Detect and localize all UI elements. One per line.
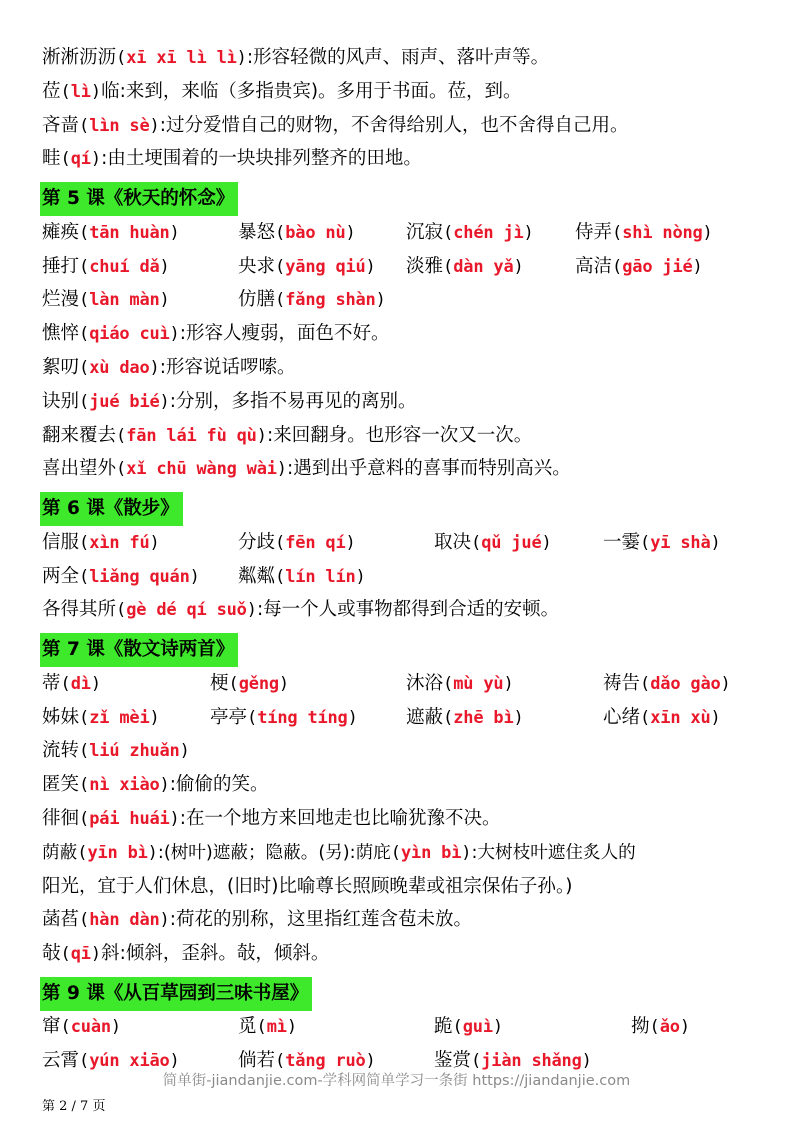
vocab-row: [0, 283, 793, 317]
vocab-item: 流转(liú zhuǎn): [42, 740, 190, 761]
lesson-6-heading: 第 6 课《散步》: [40, 492, 183, 526]
term: 吝啬: [42, 115, 80, 136]
pinyin: qí: [70, 149, 91, 169]
definition-text: :由土埂围着的一块块排列整齐的田地。: [101, 148, 422, 169]
term: 莅: [42, 81, 61, 102]
pinyin: lìn sè: [89, 116, 150, 136]
vocab-item: 两全(liǎng quán): [42, 566, 200, 587]
vocab-row: [0, 1010, 793, 1044]
vocab-item: 拗(ǎo): [631, 1016, 691, 1037]
vocab-item: 粼粼(lín lín): [238, 566, 366, 587]
vocab-item: 姊妹(zǐ mèi): [42, 707, 160, 728]
vocab-item: 分歧(fēn qí): [238, 532, 356, 553]
definition-text: :形容轻微的风声、雨声、落叶声等。: [246, 47, 550, 68]
definition-line: 翻来覆去(fān lái fù qù):来回翻身。也形容一次又一次。: [42, 425, 533, 446]
vocab-row: [0, 526, 793, 560]
vocab-row: [0, 667, 793, 701]
definition-line: 憔悴(qiáo cuì):形容人瘦弱，面色不好。: [42, 323, 390, 344]
definition-line: 畦(qí):由土埂围着的一块块排列整齐的田地。: [42, 148, 422, 169]
vocab-item: 觅(mì): [238, 1016, 298, 1037]
vocab-item: 跪(guì): [434, 1016, 504, 1037]
vocab-item: 鉴赏(jiàn shǎng): [434, 1050, 592, 1071]
definition-line: 淅淅沥沥(xī xī lì lì):形容轻微的风声、雨声、落叶声等。: [42, 47, 550, 68]
vocab-item: 烂漫(làn màn): [42, 289, 170, 310]
vocab-item: 云霄(yún xiāo): [42, 1050, 180, 1071]
definition-line: 匿笑(nì xiào):偷偷的笑。: [42, 774, 269, 795]
vocab-item: 淡雅(dàn yǎ): [406, 256, 524, 277]
definition-line: 絮叨(xù dao):形容说话啰嗦。: [42, 357, 296, 378]
vocab-item: 蒂(dì): [42, 673, 102, 694]
vocab-item: 倘若(tǎng ruò): [238, 1050, 376, 1071]
vocab-item: 祷告(dǎo gào): [603, 673, 731, 694]
page-number: 第 2 / 7 页: [42, 1099, 106, 1114]
definition-text: 临:来到，来临（多指贵宾)。多用于书面。莅，到。: [101, 81, 522, 102]
lesson-9-heading: 第 9 课《从百草园到三味书屋》: [40, 977, 312, 1011]
term: 淅淅沥沥: [42, 47, 117, 68]
definition-line: 徘徊(pái huái):在一个地方来回地走也比喻犹豫不决。: [42, 808, 501, 829]
definition-line: 吝啬(lìn sè):过分爱惜自己的财物，不舍得给别人，也不舍得自己用。: [42, 115, 629, 136]
vocab-row: [0, 250, 793, 284]
vocab-item: 信服(xìn fú): [42, 532, 160, 553]
vocab-item: 瘫痪(tān huàn): [42, 222, 180, 243]
vocab-item: 捶打(chuí dǎ): [42, 256, 170, 277]
term: 畦: [42, 148, 61, 169]
vocab-item: 遮蔽(zhē bì): [406, 707, 524, 728]
vocab-item: 高洁(gāo jié): [575, 256, 703, 277]
vocab-row: [0, 560, 793, 594]
pinyin: xī xī lì lì: [126, 48, 237, 68]
lesson-7-heading: 第 7 课《散文诗两首》: [40, 633, 238, 667]
definition-line: 喜出望外(xǐ chū wàng wài):遇到出乎意料的喜事而特别高兴。: [42, 458, 571, 479]
definition-line: 荫蔽(yīn bì):(树叶)遮蔽；隐蔽。(另):荫庇(yìn bì):大树枝叶遮住炙人的: [42, 843, 636, 863]
footer-watermark: 简单街-jiandanjie.com-学科网简单学习一条街 https://jiandanjie.com: [162, 1073, 631, 1089]
vocab-item: 心绪(xīn xù): [603, 707, 721, 728]
vocab-item: 梗(gěng): [210, 673, 290, 694]
vocab-row: [0, 734, 793, 768]
lesson-5-heading: 第 5 课《秋天的怀念》: [40, 182, 238, 216]
definition-line: 莅(lì)临:来到，来临（多指贵宾)。多用于书面。莅，到。: [42, 81, 522, 102]
vocab-item: 沐浴(mù yù): [406, 673, 514, 694]
vocab-item: 取决(qǔ jué): [434, 532, 552, 553]
vocab-item: 侍弄(shì nòng): [575, 222, 713, 243]
definition-line: 诀别(jué bié):分别，多指不易再见的离别。: [42, 391, 417, 412]
pinyin: lì: [70, 82, 91, 102]
vocab-item: 央求(yāng qiú): [238, 256, 376, 277]
vocab-item: 仿膳(fǎng shàn): [238, 289, 386, 310]
vocab-item: 暴怒(bào nù): [238, 222, 356, 243]
definition-line: 菡萏(hàn dàn):荷花的别称，这里指红莲含苞未放。: [42, 909, 472, 930]
definition-text: :过分爱惜自己的财物，不舍得给别人，也不舍得自己用。: [159, 115, 629, 136]
vocab-item: 亭亭(tíng tíng): [210, 707, 358, 728]
vocab-item: 沉寂(chén jì): [406, 222, 534, 243]
definition-line: 敧(qī)斜:倾斜，歪斜。敧，倾斜。: [42, 943, 330, 964]
vocab-item: 一霎(yī shà): [603, 532, 721, 553]
vocab-item: 窜(cuàn): [42, 1016, 122, 1037]
definition-line: 各得其所(gè dé qí suǒ):每一个人或事物都得到合适的安顿。: [42, 599, 560, 620]
vocab-row: [0, 216, 793, 250]
vocab-row: [0, 701, 793, 735]
definition-continuation: 阳光，宜于人们休息，(旧时)比喻尊长照顾晚辈或祖宗保佑子孙。): [42, 876, 573, 897]
